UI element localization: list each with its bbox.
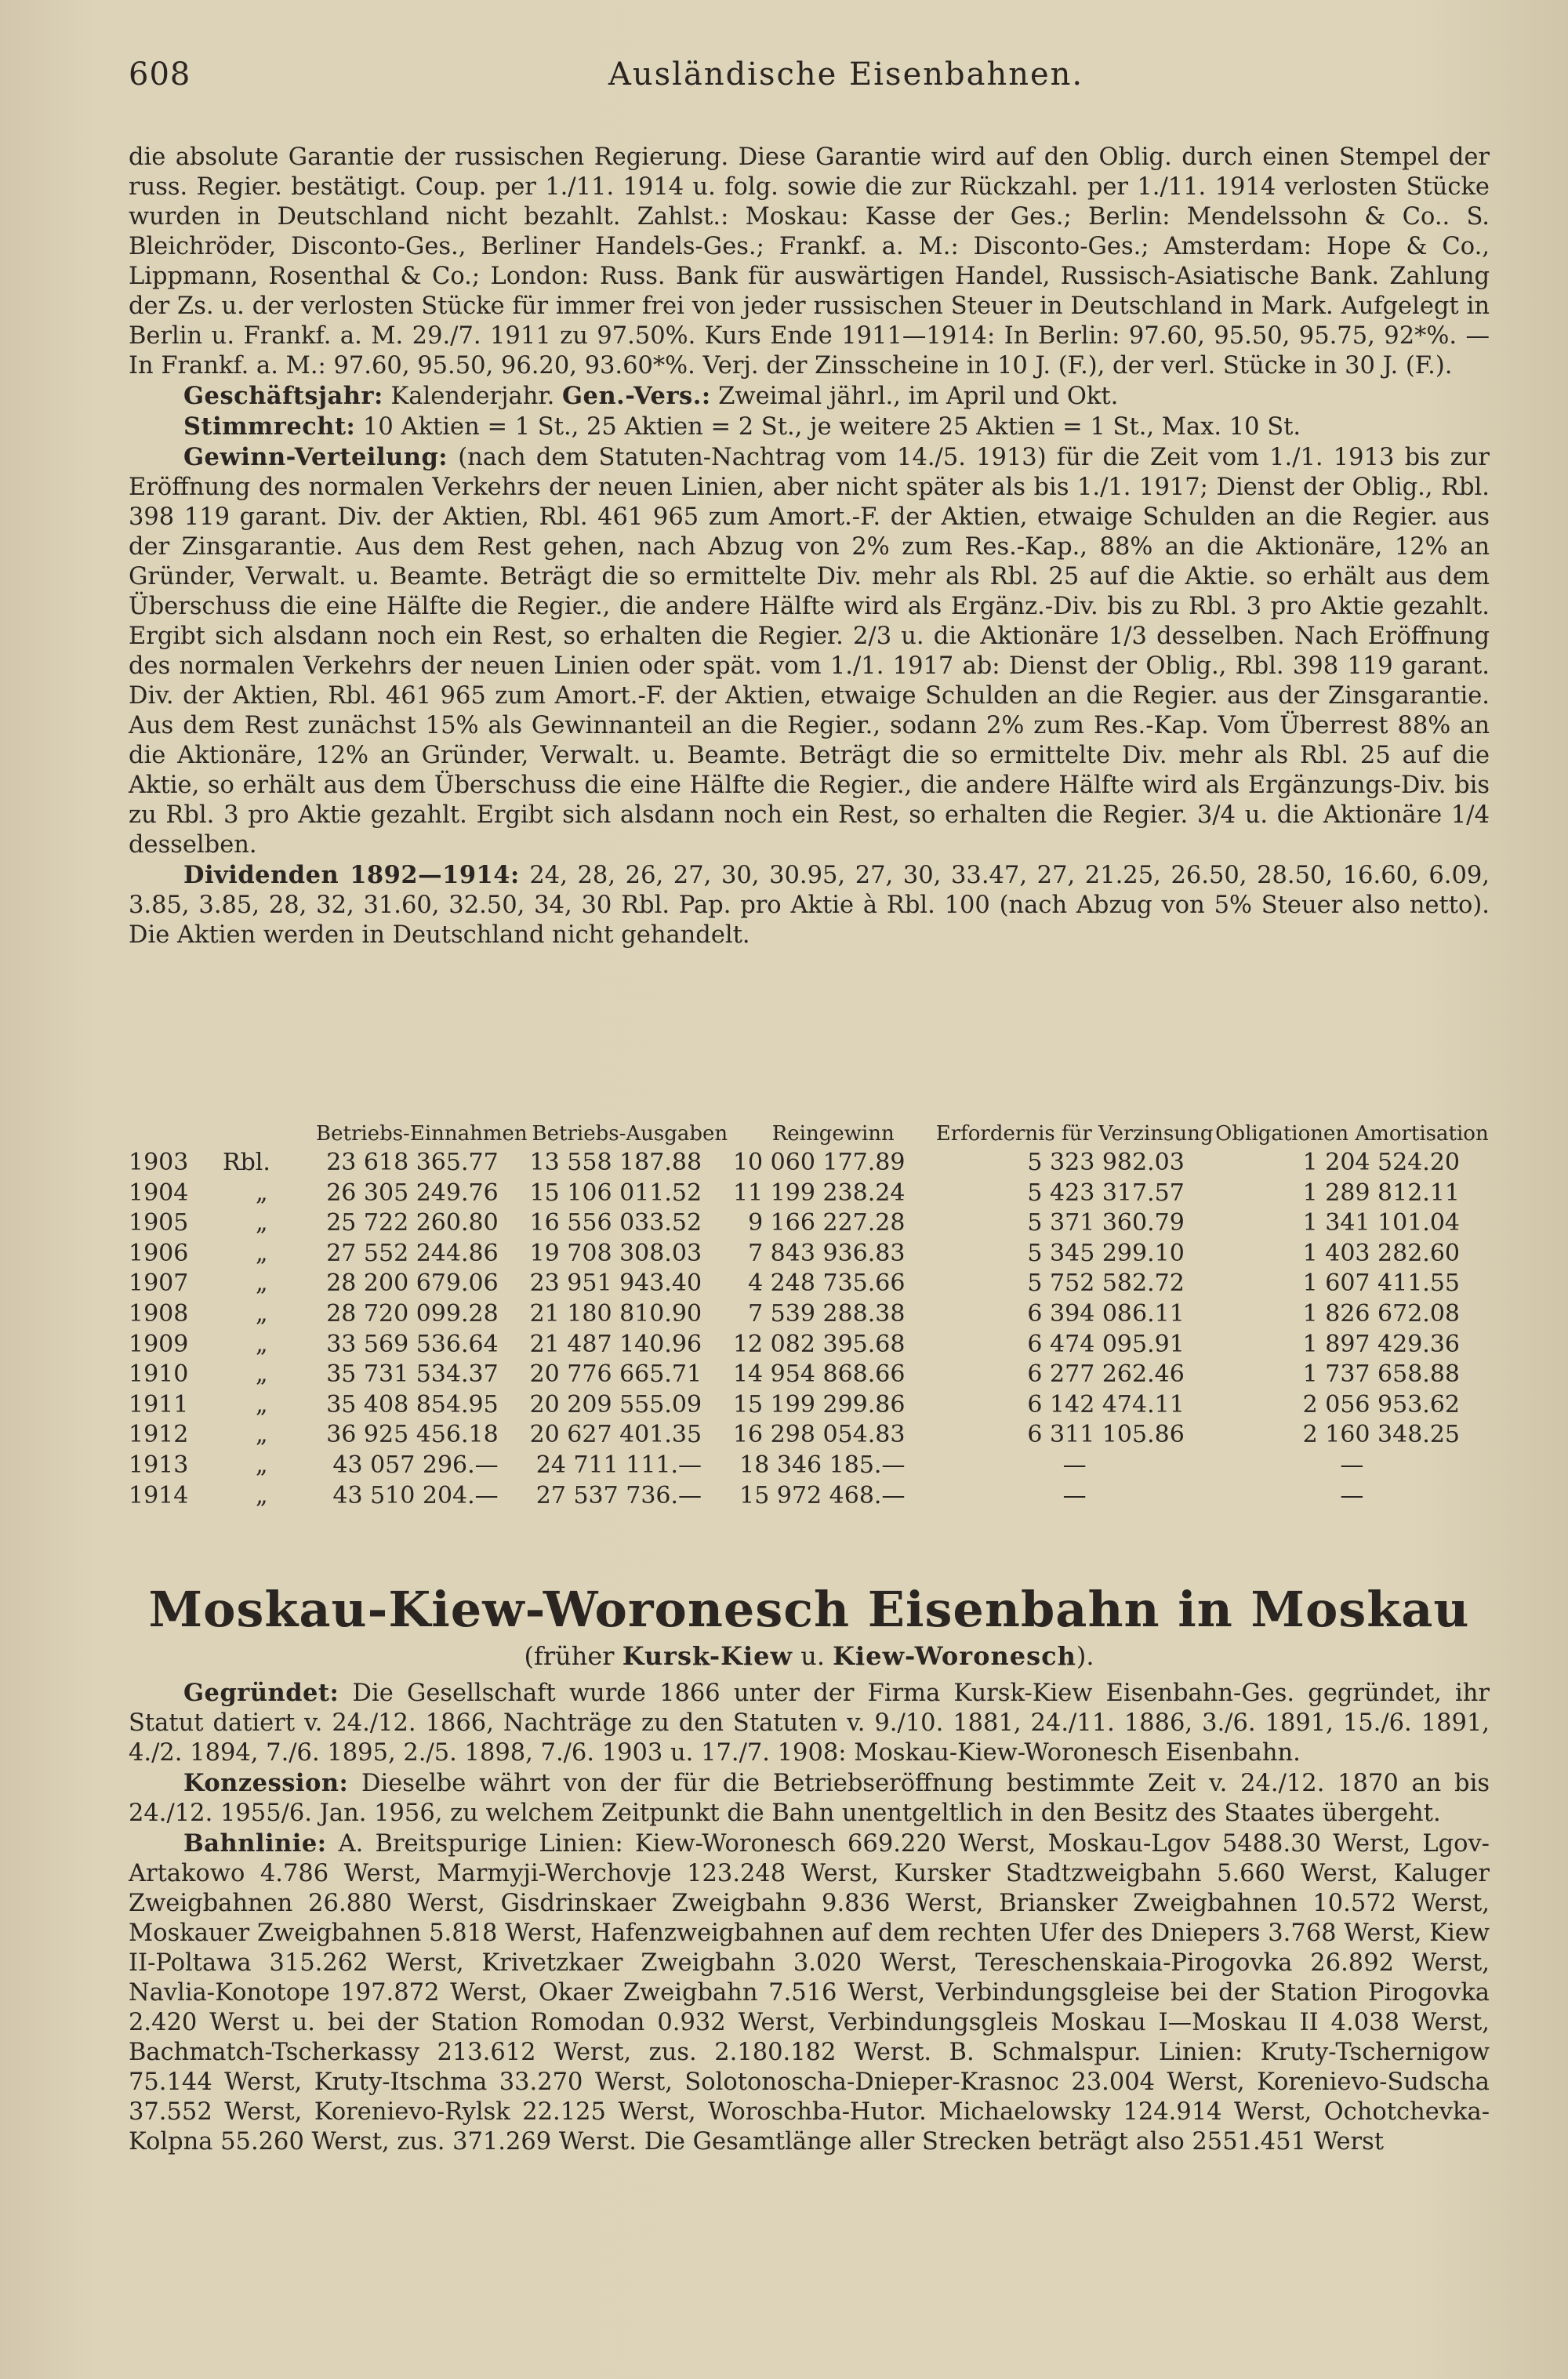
text-stimmrecht: 10 Aktien = 1 St., 25 Aktien = 2 St., je weitere 25 Aktien = 1 St., Max. 10 St.: [363, 413, 1301, 441]
table-row: [129, 1420, 1490, 1451]
section-text-upper: [129, 143, 1490, 950]
cell-year: 1911: [129, 1390, 189, 1418]
cell-verzinsung: 6 277 262.46: [1027, 1360, 1185, 1389]
label-bahnlinie: Bahnlinie:: [183, 1829, 327, 1858]
header-amortisation: Obligationen Amortisation: [1215, 1122, 1489, 1146]
text-bahnlinie: A. Breitspurige Linien: Kiew-Woronesch 669.220 Werst, Moskau-Lgov 5488.30 Werst, Lgov-Artakowo 4.786 Werst, Marmyji-Werchovje 123.248 Werst, Kursker Stadtzweigbahn 5.660 Werst, Kaluger Zweigbahnen 26.880 Werst, Gisdrinskaer Zweigbahn 9.836 Werst, Briansker Zweigbahnen 10.572 Werst, Moskauer Zweigbahnen 5.818 Werst, Hafenzweigbahnen auf dem rechten Ufer des Dniepers 3.768 Werst, Kiew II-Poltawa 315.262 Werst, Krivetzkaer Zweigbahn 3.020 Werst, Tereschenskaia-Pirogovka 26.892 Werst, Navlia-Konotope 197.872 Werst, Okaer Zweigbahn 7.516 Werst, Verbindungsgleise bei der Station Pirogovka 2.420 Werst u. bei der Station Romodan 0.932 Werst, Verbindungsgleis Moskau I—Moskau II 4.038 Werst, Bachmatch-Tscherkassy 213.612 Werst, zus. 2.180.182 Werst. B. Schmalspur. Linien: Kruty-Tschernigow 75.144 Werst, Kruty-Itschma 33.270 Werst, Solotonoscha-Dnieper-Krasnoc 23.004 Werst, Korenievo-Sudscha 37.552 Werst, Korenievo-Rylsk 22.125 Werst, Woroschba-Hutor. Michaelowsky 124.914 Werst, Ochotchevka-Kolpna 55.260 Werst, zus. 371.269 Werst. Die Gesamtlänge aller Strecken beträgt also 2551.451 Werst: [129, 1830, 1490, 2156]
cell-verzinsung: 5 423 317.57: [1027, 1179, 1185, 1207]
cell-reingewinn: 15 972 468.—: [739, 1481, 906, 1509]
cell-ausgaben: 24 711 111.—: [535, 1451, 702, 1479]
cell-ditto-mark: „: [256, 1330, 268, 1358]
table-row: [129, 1390, 1490, 1421]
cell-einnahmen: 33 569 536.64: [326, 1330, 499, 1358]
subtitle-name-1: Kursk-Kiew: [622, 1641, 793, 1671]
cell-ausgaben: 21 487 140.96: [529, 1330, 702, 1358]
paragraph-gewinn: [129, 442, 1490, 860]
cell-verzinsung: 5 371 360.79: [1027, 1209, 1185, 1237]
table-row: [129, 1148, 1490, 1179]
table-row: [129, 1208, 1490, 1239]
cell-ditto-mark: „: [256, 1360, 268, 1389]
cell-ausgaben: 20 627 401.35: [529, 1421, 702, 1449]
cell-reingewinn: 7 843 936.83: [748, 1239, 906, 1267]
cell-reingewinn: 15 199 299.86: [732, 1390, 906, 1418]
cell-verzinsung: 5 345 299.10: [1027, 1239, 1185, 1267]
cell-amortisation: 1 289 812.11: [1302, 1179, 1460, 1207]
paragraph-gegruendet: [129, 1678, 1490, 1768]
header-ausgaben: Betriebs-Ausgaben: [532, 1122, 728, 1146]
section-text-lower: [129, 1678, 1490, 2157]
cell-einnahmen: 35 408 854.95: [326, 1390, 499, 1418]
cell-amortisation: 2 056 953.62: [1302, 1390, 1460, 1418]
cell-verzinsung: 6 474 095.91: [1027, 1330, 1185, 1358]
cell-amortisation: —: [1340, 1481, 1364, 1509]
cell-ditto-mark: „: [256, 1421, 268, 1449]
cell-einnahmen: 25 722 260.80: [326, 1209, 499, 1237]
subtitle-pre: (früher: [524, 1641, 615, 1671]
cell-einnahmen: 27 552 244.86: [326, 1239, 499, 1267]
cell-amortisation: 1 204 524.20: [1302, 1149, 1460, 1176]
cell-year: 1912: [129, 1421, 189, 1449]
cell-einnahmen: 23 618 365.77: [326, 1149, 499, 1176]
cell-einnahmen: 35 731 534.37: [326, 1360, 499, 1389]
cell-einnahmen: 43 057 296.—: [332, 1451, 499, 1479]
label-konzession: Konzession:: [183, 1769, 349, 1797]
cell-verzinsung: 5 752 582.72: [1027, 1269, 1185, 1298]
cell-verzinsung: —: [1062, 1451, 1087, 1479]
cell-reingewinn: 18 346 185.—: [739, 1451, 906, 1479]
text-gewinn: (nach dem Statuten-Nachtrag vom 14./5. 1913) für die Zeit vom 1./1. 1913 bis zur Eröffnung des normalen Verkehrs der neuen Linien, aber nicht später als bis 1./1. 1917; Dienst der Oblig., Rbl. 398 119 garant. Div. der Aktien, Rbl. 461 965 zum Amort.-F. der Aktien, etwaige Schulden an die Regier. aus der Zinsgarantie. Aus dem Rest gehen, nach Abzug von 2% zum Res.-Kap., 88% an die Aktionäre, 12% an Gründer, Verwalt. u. Beamte. Beträgt die so ermittelte Div. mehr als Rbl. 25 auf die Aktie. so erhält aus dem Überschuss die eine Hälfte die Regier., die andere Hälfte wird als Ergänz.-Div. bis zu Rbl. 3 pro Aktie gezahlt. Ergibt sich alsdann noch ein Rest, so erhalten die Regier. 2/3 u. die Aktionäre 1/3 desselben. Nach Eröffnung des normalen Verkehrs der neuen Linien oder spät. vom 1./1. 1917 ab: Dienst der Oblig., Rbl. 398 119 garant. Div. der Aktien, Rbl. 461 965 zum Amort.-F. der Aktien, etwaige Schulden an die Regier. aus der Zinsgarantie. Aus dem Rest zunächst 15% als Gewinnanteil an die Regier., sodann 2% zum Res.-Kap. Vom Überrest 88% an die Aktionäre, 12% an Gründer, Verwalt. u. Beamte. Beträgt die so ermittelte Div. mehr als Rbl. 25 auf die Aktie, so erhält aus dem Überschuss die eine Hälfte die Regier., die andere Hälfte wird als Ergänzungs-Div. bis zu Rbl. 3 pro Aktie gezahlt. Ergibt sich alsdann noch ein Rest, so erhalten die Regier. 3/4 u. die Aktionäre 1/4 desselben.: [129, 444, 1490, 859]
cell-einnahmen: 28 200 679.06: [326, 1269, 499, 1298]
cell-ausgaben: 16 556 033.52: [529, 1209, 702, 1237]
cell-ditto-mark: „: [256, 1269, 268, 1298]
subtitle-mid: u.: [800, 1641, 825, 1671]
cell-ditto-mark: „: [256, 1209, 268, 1237]
paragraph-stimmrecht: [129, 412, 1490, 442]
cell-ausgaben: 21 180 810.90: [529, 1299, 702, 1328]
cell-verzinsung: —: [1062, 1481, 1087, 1509]
cell-reingewinn: 4 248 735.66: [748, 1269, 906, 1298]
cell-year: 1904: [129, 1179, 189, 1207]
cell-amortisation: 1 897 429.36: [1302, 1330, 1460, 1358]
cell-ausgaben: 27 537 736.—: [535, 1481, 702, 1509]
text-geschaeftsjahr: Kalenderjahr.: [390, 383, 555, 410]
cell-year: 1903: [129, 1149, 189, 1176]
cell-year: 1906: [129, 1239, 189, 1267]
table-row: [129, 1299, 1490, 1330]
cell-reingewinn: 11 199 238.24: [732, 1179, 906, 1207]
cell-year: 1907: [129, 1269, 189, 1298]
table-row: [129, 1481, 1490, 1512]
cell-reingewinn: 16 298 054.83: [732, 1421, 906, 1449]
cell-amortisation: 1 403 282.60: [1302, 1239, 1460, 1267]
paragraph-konzession: [129, 1768, 1490, 1829]
table-row: [129, 1330, 1490, 1360]
table-row: [129, 1239, 1490, 1269]
cell-ditto-mark: „: [256, 1390, 268, 1418]
header-verzinsung: Erfordernis für Verzinsung: [935, 1122, 1214, 1146]
cell-year: 1908: [129, 1299, 189, 1328]
cell-amortisation: 1 737 658.88: [1302, 1360, 1460, 1389]
label-dividenden: Dividenden 1892—1914:: [183, 861, 520, 889]
cell-verzinsung: 6 394 086.11: [1027, 1299, 1185, 1328]
cell-ausgaben: 23 951 943.40: [529, 1269, 702, 1298]
table-row: [129, 1179, 1490, 1209]
cell-amortisation: 1 341 101.04: [1302, 1209, 1460, 1237]
subtitle-name-2: Kiew-Woronesch: [833, 1641, 1076, 1671]
page-number: 608: [129, 56, 191, 93]
table-body: [129, 1148, 1490, 1511]
cell-ausgaben: 19 708 308.03: [529, 1239, 702, 1267]
cell-einnahmen: 43 510 204.—: [332, 1481, 499, 1509]
cell-ditto-mark: „: [256, 1239, 268, 1267]
table-row: [129, 1451, 1490, 1481]
label-stimmrecht: Stimmrecht:: [183, 412, 356, 441]
cell-year: 1914: [129, 1481, 189, 1509]
cell-einnahmen: 26 305 249.76: [326, 1179, 499, 1207]
cell-year: 1909: [129, 1330, 189, 1358]
cell-verzinsung: 6 311 105.86: [1027, 1421, 1185, 1449]
label-gegruendet: Gegründet:: [183, 1679, 339, 1707]
company-title: Moskau-Kiew-Woronesch Eisenbahn in Moskau: [148, 1581, 1470, 1638]
cell-reingewinn: 14 954 868.66: [732, 1360, 906, 1389]
cell-verzinsung: 6 142 474.11: [1027, 1390, 1185, 1418]
cell-amortisation: —: [1340, 1451, 1364, 1479]
paragraph-bahnlinie: [129, 1829, 1490, 2157]
cell-currency: Rbl.: [223, 1149, 270, 1176]
cell-ausgaben: 13 558 187.88: [529, 1149, 702, 1176]
table-row: [129, 1269, 1490, 1299]
cell-year: 1910: [129, 1360, 189, 1389]
header-einnahmen: Betriebs-Einnahmen: [316, 1122, 528, 1146]
cell-year: 1905: [129, 1209, 189, 1237]
header-reingewinn: Reingewinn: [771, 1122, 895, 1146]
cell-ausgaben: 20 776 665.71: [529, 1360, 702, 1389]
cell-ditto-mark: „: [256, 1481, 268, 1509]
cell-ausgaben: 15 106 011.52: [529, 1179, 702, 1207]
cell-ausgaben: 20 209 555.09: [529, 1390, 702, 1418]
paragraph-geschaeftsjahr: [129, 381, 1490, 412]
table-row: [129, 1360, 1490, 1390]
text-konzession: Dieselbe währt von der für die Betriebseröffnung bestimmte Zeit v. 24./12. 1870 an bis 24./12. 1955/6. Jan. 1956, zu welchem Zeitpunkt die Bahn unentgeltlich in den Besitz des Staates übergeht.: [129, 1770, 1490, 1827]
cell-reingewinn: 10 060 177.89: [732, 1149, 906, 1176]
label-geschaeftsjahr: Geschäftsjahr:: [183, 382, 383, 410]
cell-ditto-mark: „: [256, 1179, 268, 1207]
paragraph-intro: die absolute Garantie der russischen Regierung. Diese Garantie wird auf den Oblig. durch einen Stempel der russ. Regier. bestätigt. Coup. per 1./11. 1914 u. folg. sowie die zur Rückzahl. per 1./11. 1914 verlosten Stücke wurden in Deutschland nicht bezahlt. Zahlst.: Moskau: Kasse der Ges.; Berlin: Mendelssohn & Co.. S. Bleichröder, Disconto-Ges., Berliner Handels-Ges.; Frankf. a. M.: Disconto-Ges.; Amsterdam: Hope & Co., Lippmann, Rosenthal & Co.; London: Russ. Bank für auswärtigen Handel, Russisch-Asiatische Bank. Zahlung der Zs. u. der verlosten Stücke für immer frei von jeder russischen Steuer in Deutschland in Mark. Aufgelegt in Berlin u. Frankf. a. M. 29./7. 1911 zu 97.50%. Kurs Ende 1911—1914: In Berlin: 97.60, 95.50, 95.75, 92*%. — In Frankf. a. M.: 97.60, 95.50, 96.20, 93.60*%. Verj. der Zinsscheine in 10 J. (F.), der verl. Stücke in 30 J. (F.).: [129, 143, 1490, 380]
text-gegruendet: Die Gesellschaft wurde 1866 unter der Firma Kursk-Kiew Eisenbahn-Ges. gegründet, ihr Statut datiert v. 24./12. 1866, Nachträge zu den Statuten v. 9./10. 1881, 24./11. 1886, 3./6. 1891, 15./6. 1891, 4./2. 1894, 7./6. 1895, 2./5. 1898, 7./6. 1903 u. 17./7. 1908: Moskau-Kiew-Woronesch Eisenbahn.: [129, 1680, 1490, 1767]
running-title: Ausländische Eisenbahnen.: [608, 56, 1084, 93]
cell-amortisation: 1 607 411.55: [1302, 1269, 1460, 1298]
cell-year: 1913: [129, 1451, 189, 1479]
cell-einnahmen: 36 925 456.18: [326, 1421, 499, 1449]
financial-table: [129, 1123, 1490, 1511]
cell-ditto-mark: „: [256, 1299, 268, 1328]
cell-reingewinn: 9 166 227.28: [748, 1209, 906, 1237]
cell-verzinsung: 5 323 982.03: [1027, 1149, 1185, 1176]
cell-amortisation: 2 160 348.25: [1302, 1421, 1460, 1449]
company-subtitle: [129, 1640, 1490, 1672]
text-dividenden: 24, 28, 26, 27, 30, 30.95, 27, 30, 33.47, 27, 21.25, 26.50, 28.50, 16.60, 6.09, 3.85, 3.85, 28, 32, 31.60, 32.50, 34, 30 Rbl. Pap. pro Aktie à Rbl. 100 (nach Abzug von 5% Steuer also netto). Die Aktien werden in Deutschland nicht gehandelt.: [129, 862, 1490, 949]
label-genvers: Gen.-Vers.:: [562, 382, 711, 410]
cell-amortisation: 1 826 672.08: [1302, 1299, 1460, 1328]
table-header-row: [129, 1123, 1490, 1148]
text-genvers: Zweimal jährl., im April und Okt.: [718, 383, 1119, 410]
cell-reingewinn: 7 539 288.38: [748, 1299, 906, 1328]
cell-reingewinn: 12 082 395.68: [732, 1330, 906, 1358]
cell-ditto-mark: „: [256, 1451, 268, 1479]
paragraph-dividenden: [129, 860, 1490, 950]
cell-einnahmen: 28 720 099.28: [326, 1299, 499, 1328]
subtitle-post: ).: [1076, 1641, 1094, 1671]
label-gewinn: Gewinn-Verteilung:: [183, 443, 448, 471]
